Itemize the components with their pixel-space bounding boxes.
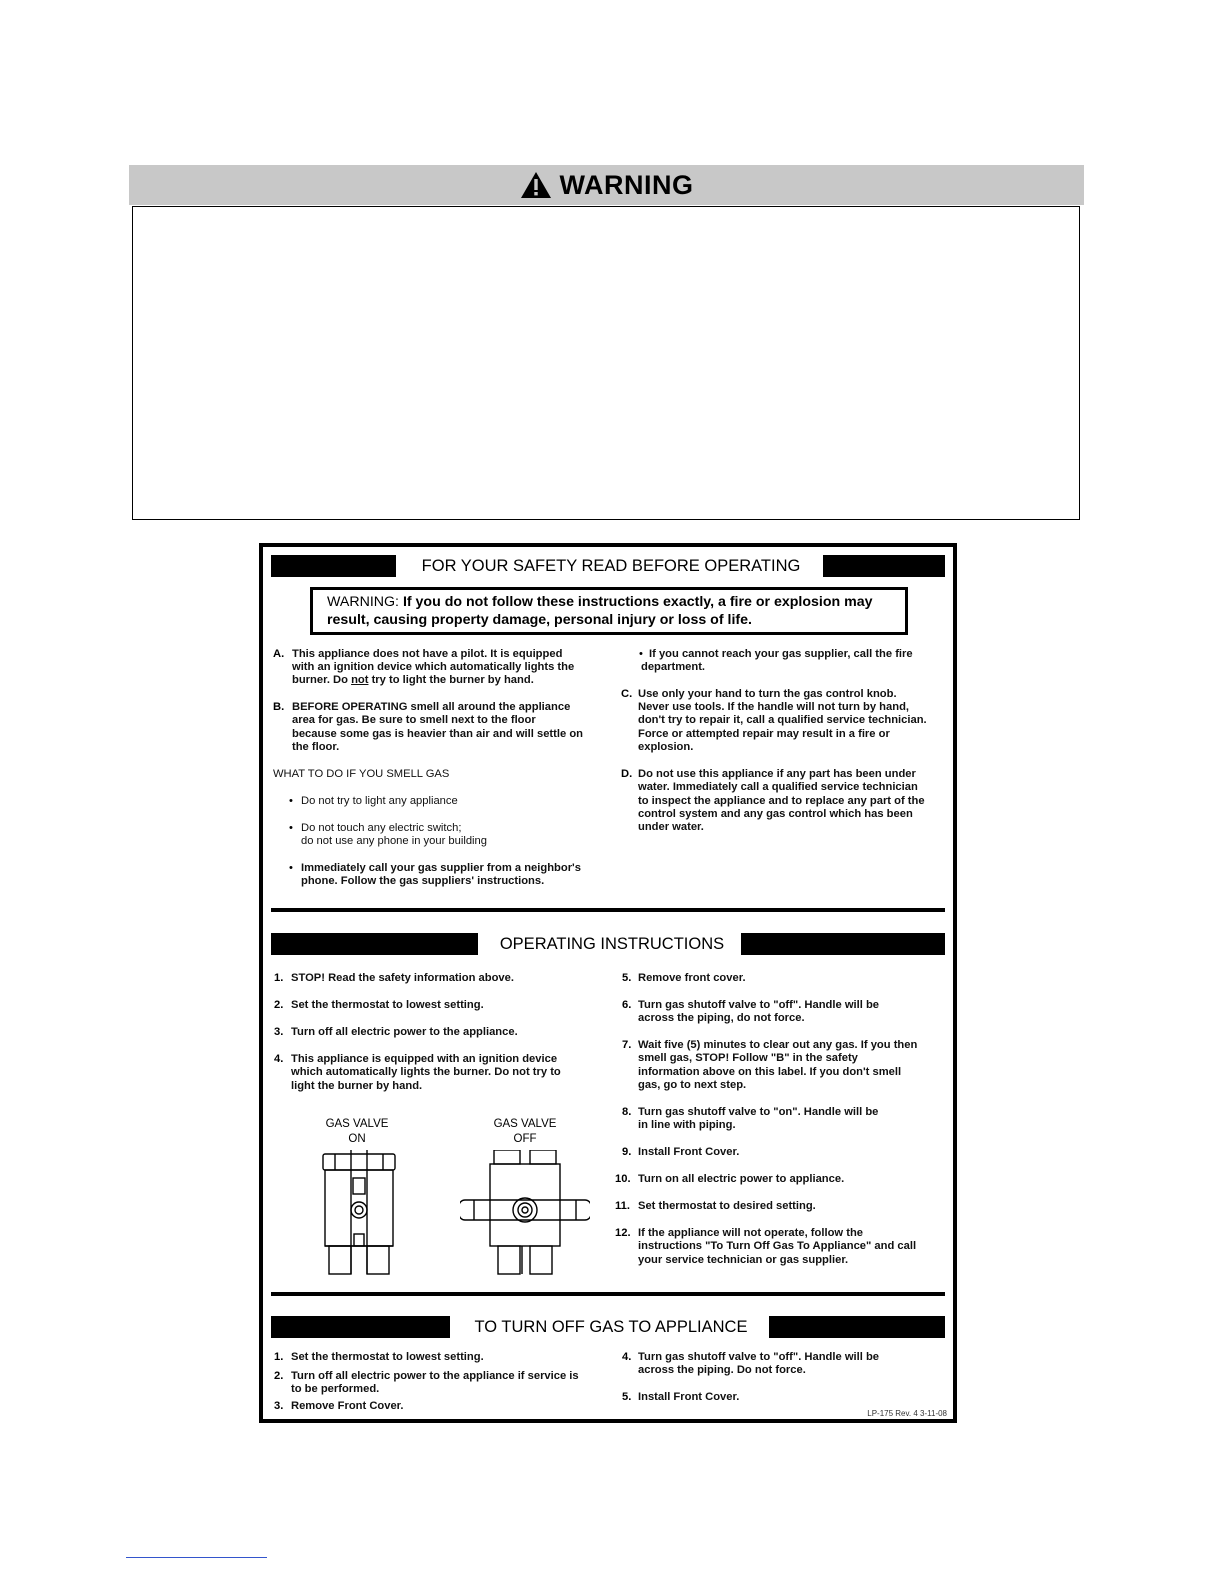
- turnoff-heading: TO TURN OFF GAS TO APPLIANCE: [474, 1318, 748, 1336]
- step-number: 4.: [274, 1053, 284, 1065]
- header-bar-left: [271, 933, 478, 955]
- step-text: Turn off all electric power to the appliance.: [291, 1026, 518, 1038]
- step-text: across the piping. Do not force.: [638, 1364, 806, 1376]
- step-number: 6.: [622, 999, 632, 1011]
- header-bar-left: [271, 1316, 450, 1338]
- step-text: STOP! Read the safety information above.: [291, 972, 514, 984]
- step-number: 10.: [615, 1173, 631, 1185]
- step-number: 12.: [615, 1227, 631, 1239]
- step-text: This appliance is equipped with an ignition device: [291, 1053, 558, 1065]
- step-text: to be performed.: [291, 1383, 380, 1395]
- safety-label: [259, 543, 957, 1423]
- item-a-marker: A.: [273, 648, 285, 660]
- item-d-line: to inspect the appliance and to replace any part of the: [638, 795, 925, 807]
- warning-banner-title: WARNING: [559, 169, 694, 200]
- item-c-line: Force or attempted repair may result in a fire or: [638, 728, 890, 740]
- step-number: 5.: [622, 972, 632, 984]
- valve-off-caption-line: OFF: [513, 1133, 537, 1145]
- warning-content-box: [132, 206, 1080, 520]
- header-bar-right: [741, 933, 945, 955]
- item-a-underlined: not: [351, 674, 369, 686]
- step-number: 1.: [274, 972, 284, 984]
- item-a-text: burner. Do: [292, 674, 352, 686]
- bullet-icon: •: [289, 862, 293, 874]
- safety-warning-text: If you do not follow these instructions exactly, a fire or explosion may result, causing property damage, personal injury or loss of life.: [327, 594, 873, 628]
- item-d-line: Do not use this appliance if any part has been under: [638, 768, 916, 780]
- item-c-marker: C.: [621, 688, 633, 700]
- step-number: 3.: [274, 1026, 284, 1038]
- smell-bullet: Immediately call your gas supplier from a neighbor's: [301, 862, 581, 874]
- step-text: across the piping, do not force.: [638, 1012, 805, 1024]
- warning-triangle-icon: [520, 171, 552, 199]
- step-number: 2.: [274, 999, 284, 1011]
- step-number: 4.: [622, 1351, 632, 1363]
- smell-bullet: If you cannot reach your gas supplier, call the fire: [649, 648, 913, 660]
- header-bar-right: [769, 1316, 945, 1338]
- section-divider: [271, 1292, 945, 1296]
- footnote-separator: [126, 1557, 267, 1558]
- step-text: which automatically lights the burner. Do not try to: [291, 1066, 561, 1078]
- item-b-line: area for gas. Be sure to smell next to the floor: [292, 714, 536, 726]
- step-number: 9.: [622, 1146, 632, 1158]
- step-text: Turn gas shutoff valve to "on". Handle will be: [638, 1106, 879, 1118]
- safety-section-header: [271, 555, 945, 577]
- gas-valve-off-icon: [460, 1150, 590, 1276]
- step-text: light the burner by hand.: [291, 1080, 423, 1092]
- item-d-line: under water.: [638, 821, 704, 833]
- operating-section-header: [271, 933, 945, 955]
- valve-on-caption-line: ON: [348, 1133, 366, 1145]
- step-text: instructions "To Turn Off Gas To Appliance" and call: [638, 1240, 917, 1252]
- item-a-line: with an ignition device which automatically lights the: [292, 661, 575, 673]
- step-text: Remove Front Cover.: [291, 1400, 404, 1412]
- step-number: 7.: [622, 1039, 632, 1051]
- step-text: Install Front Cover.: [638, 1146, 740, 1158]
- safety-warning-box: [310, 587, 908, 635]
- item-c-line: explosion.: [638, 741, 694, 753]
- step-text: Turn on all electric power to appliance.: [638, 1173, 845, 1185]
- header-bar-left: [271, 555, 396, 577]
- step-text: Set the thermostat to lowest setting.: [291, 1351, 484, 1363]
- item-c-line: don't try to repair it, call a qualified service technician.: [638, 714, 927, 726]
- step-text: in line with piping.: [638, 1119, 736, 1131]
- step-text: gas, go to next step.: [638, 1079, 747, 1091]
- step-number: 3.: [274, 1400, 284, 1412]
- item-d-line: water. Immediately call a qualified service technician: [638, 781, 918, 793]
- smell-gas-heading: WHAT TO DO IF YOU SMELL GAS: [273, 768, 450, 780]
- smell-bullet: Do not try to light any appliance: [301, 795, 458, 807]
- step-text: Turn gas shutoff valve to "off". Handle will be: [638, 999, 880, 1011]
- step-text: Install Front Cover.: [638, 1391, 740, 1403]
- valve-on-caption: [312, 1117, 402, 1147]
- valve-on-caption-line: GAS VALVE: [325, 1118, 389, 1130]
- step-text: Remove front cover.: [638, 972, 746, 984]
- item-d-line: control system and any gas control which has been: [638, 808, 913, 820]
- bullet-icon: •: [289, 795, 293, 807]
- step-text: your service technician or gas supplier.: [638, 1254, 849, 1266]
- item-b-line: because some gas is heavier than air and will settle on: [292, 728, 583, 740]
- bullet-icon: •: [639, 648, 643, 660]
- section-divider: [271, 908, 945, 912]
- header-bar-right: [823, 555, 945, 577]
- step-text: If the appliance will not operate, follow the: [638, 1227, 864, 1239]
- operating-heading: OPERATING INSTRUCTIONS: [499, 935, 725, 953]
- bullet-icon: •: [289, 822, 293, 834]
- gas-valve-on-icon: [321, 1150, 397, 1276]
- step-text: Turn off all electric power to the appliance if service is: [291, 1370, 579, 1382]
- step-number: 1.: [274, 1351, 284, 1363]
- step-number: 2.: [274, 1370, 284, 1382]
- smell-bullet: Do not touch any electric switch;: [301, 822, 462, 834]
- step-text: Set the thermostat to lowest setting.: [291, 999, 484, 1011]
- step-text: Turn gas shutoff valve to "off". Handle will be: [638, 1351, 880, 1363]
- turnoff-section-header: [271, 1316, 945, 1338]
- item-b-line: the floor.: [292, 741, 340, 753]
- valve-off-caption: [480, 1117, 570, 1147]
- safety-heading: FOR YOUR SAFETY READ BEFORE OPERATING: [421, 557, 801, 575]
- smell-bullet: phone. Follow the gas suppliers' instructions.: [301, 875, 545, 887]
- valve-off-caption-line: GAS VALVE: [493, 1118, 557, 1130]
- step-number: 8.: [622, 1106, 632, 1118]
- step-text: information above on this label. If you don't smell: [638, 1066, 902, 1078]
- item-d-marker: D.: [621, 768, 633, 780]
- step-number: 5.: [622, 1391, 632, 1403]
- safety-warning-lead: WARNING:: [327, 594, 399, 610]
- step-text: Set thermostat to desired setting.: [638, 1200, 816, 1212]
- step-text: Wait five (5) minutes to clear out any gas. If you then: [638, 1039, 918, 1051]
- smell-bullet: do not use any phone in your building: [301, 835, 487, 847]
- step-text: smell gas, STOP! Follow "B" in the safety: [638, 1052, 858, 1064]
- item-c-line: Never use tools. If the handle will not turn by hand,: [638, 701, 910, 713]
- label-revision-note: LP-175 Rev. 4 3-11-08: [867, 1409, 947, 1418]
- item-a-line: This appliance does not have a pilot. It is equipped: [292, 648, 563, 660]
- item-b-line: BEFORE OPERATING smell all around the appliance: [292, 701, 571, 713]
- warning-banner: [129, 165, 1084, 205]
- step-number: 11.: [615, 1200, 630, 1212]
- smell-bullet: department.: [641, 661, 706, 673]
- item-b-marker: B.: [273, 701, 285, 713]
- item-c-line: Use only your hand to turn the gas control knob.: [638, 688, 897, 700]
- item-a-text: try to light the burner by hand.: [368, 674, 534, 686]
- item-a-line: [292, 674, 534, 687]
